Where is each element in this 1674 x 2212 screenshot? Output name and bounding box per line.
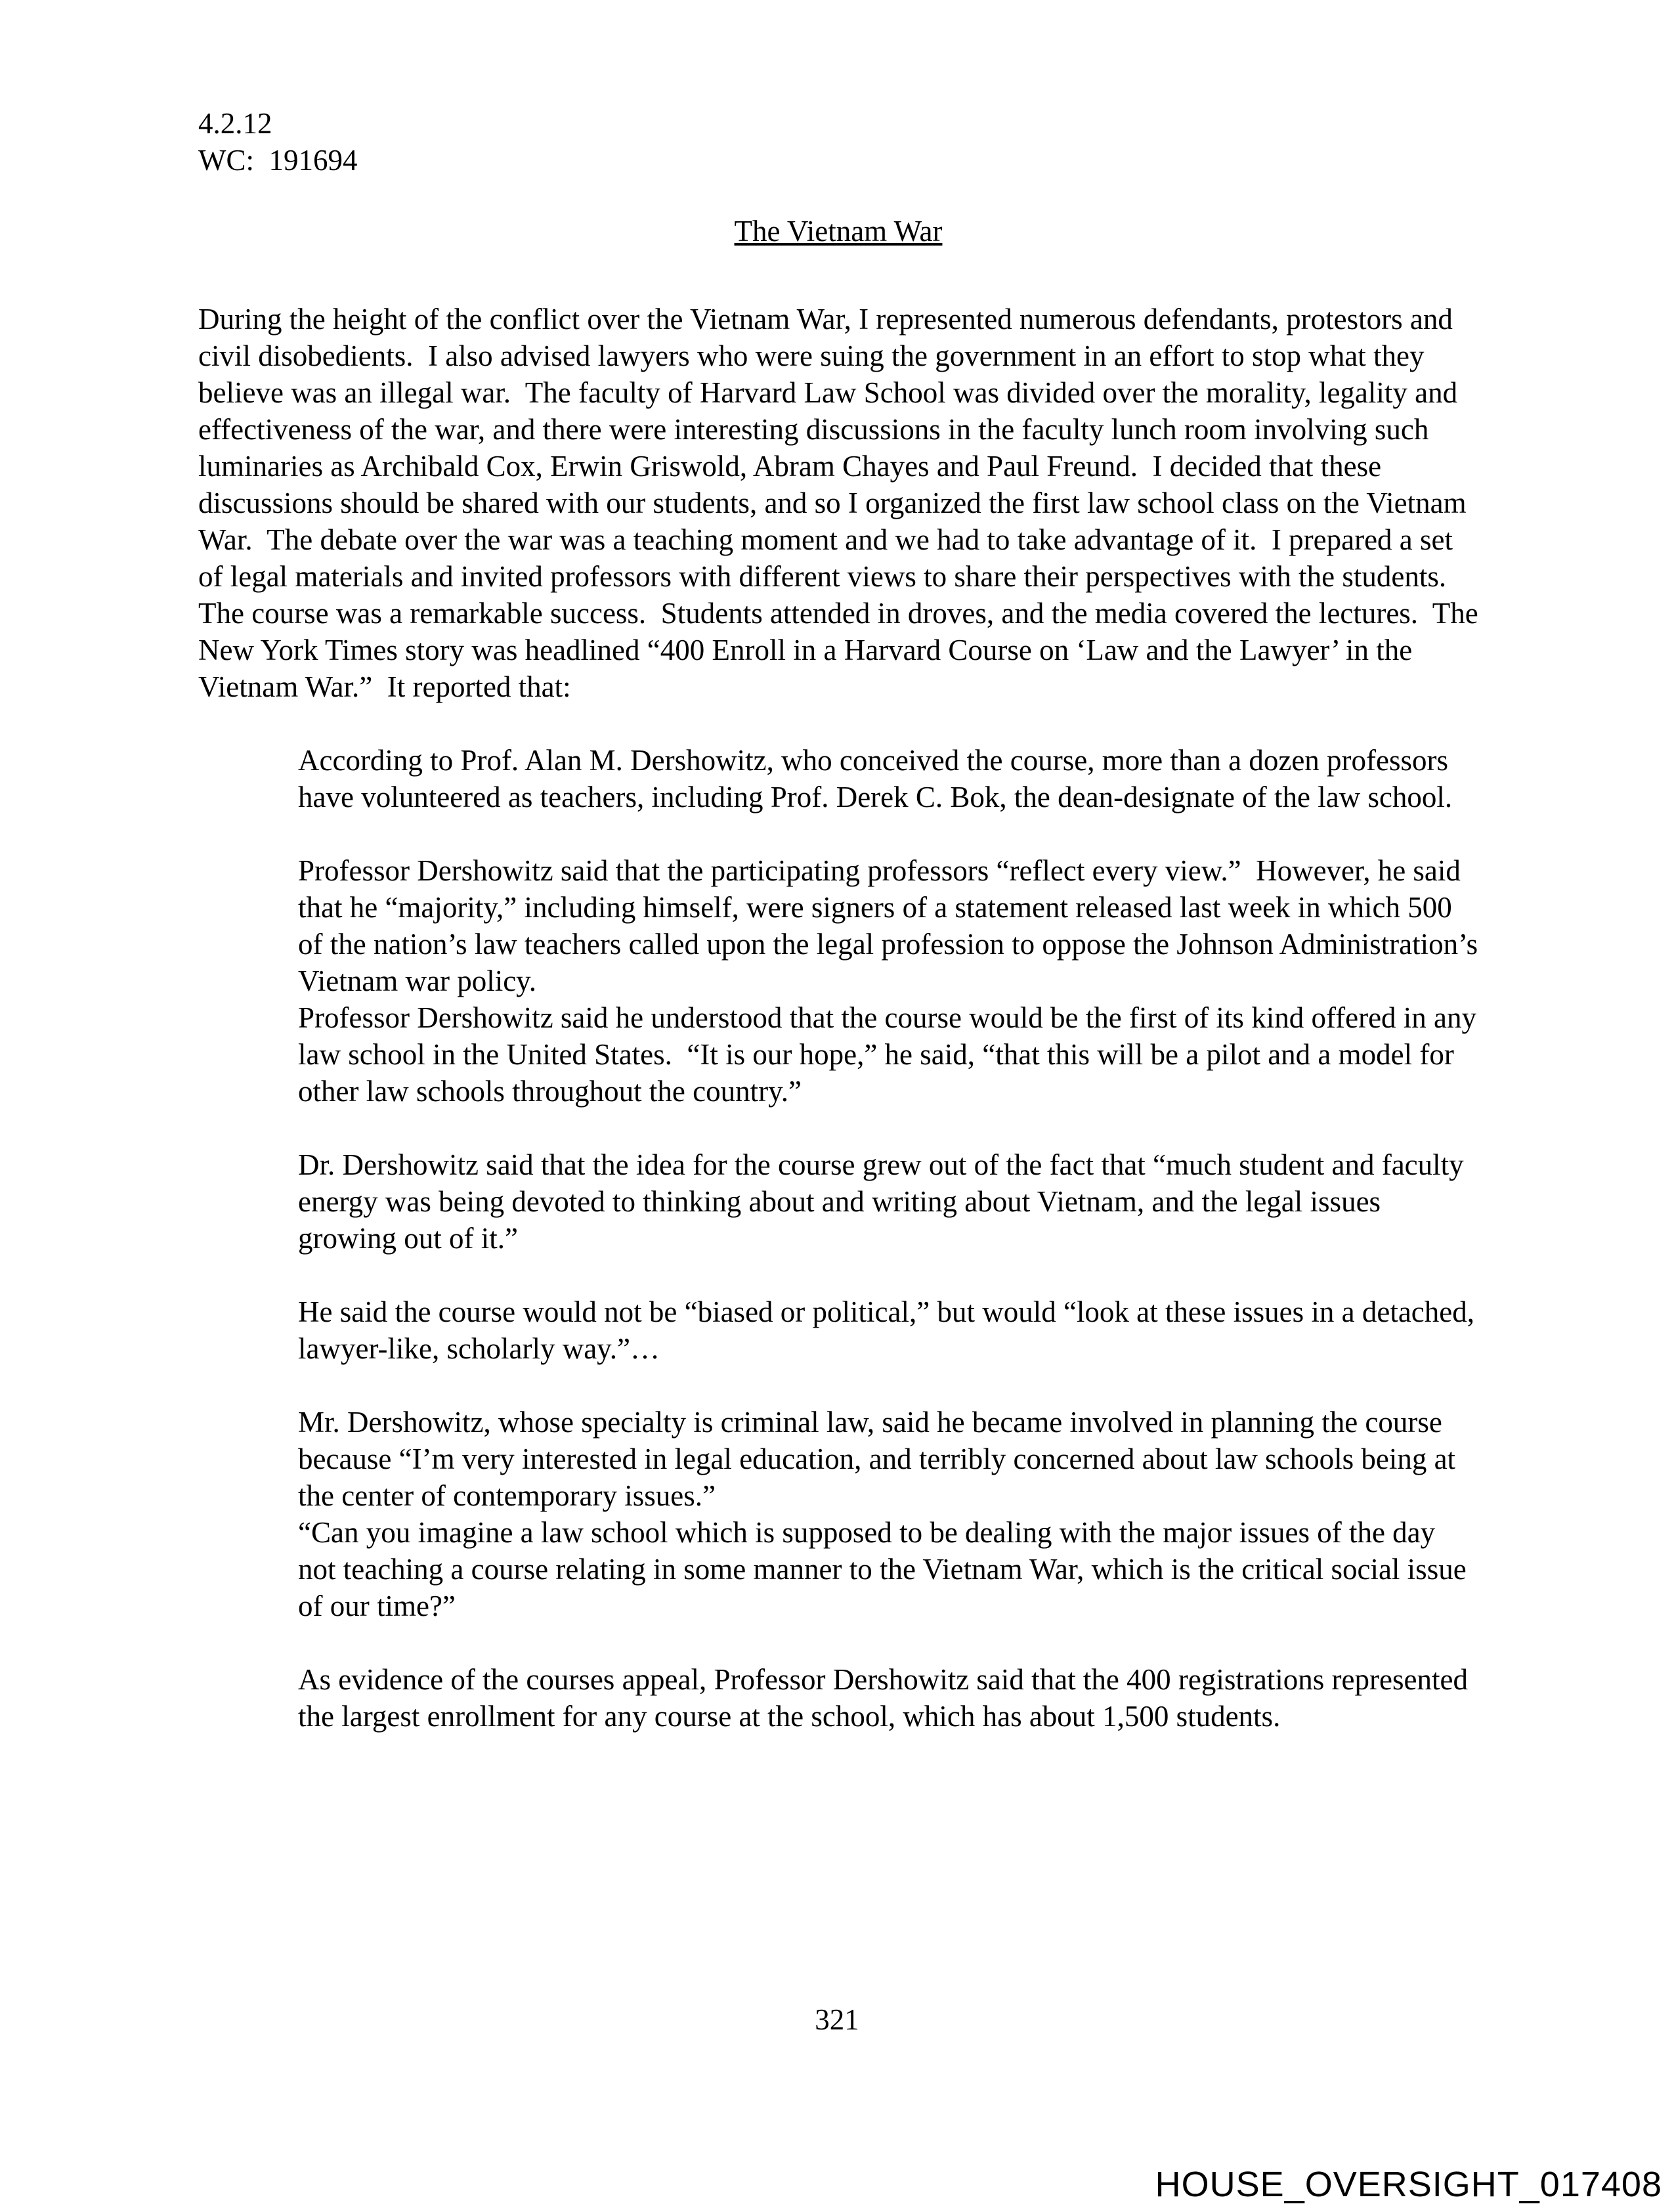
header-word-count: WC: 191694 — [198, 144, 358, 177]
quote-paragraph: Mr. Dershowitz, whose specialty is criminal law, said he became involved in planning the course because “I’m very interested in legal education, and terribly concerned about law schools being at the center of contemporary issues.” — [298, 1406, 1463, 1512]
header-date: 4.2.12 — [198, 107, 272, 140]
quote-paragraph: “Can you imagine a law school which is supposed to be dealing with the major issues of the day not teaching a course relating in some manner to the Vietnam War, which is the critical social issue of our time?” — [298, 1516, 1474, 1622]
quote-block — [298, 1293, 1482, 1367]
quote-paragraph: Professor Dershowitz said he understood that the course would be the first of its kind offered in any law school in the United States. “It is our hope,” he said, “that this will be a pilot and a model for other law schools throughout the country.” — [298, 1001, 1484, 1108]
quote-block — [298, 1661, 1478, 1735]
quote-paragraph: He said the course would not be “biased or political,” but would “look at these issues in a detached, lawyer-like, scholarly way.”… — [298, 1295, 1482, 1365]
document-header — [198, 105, 1478, 179]
quote-paragraph: As evidence of the courses appeal, Professor Dershowitz said that the 400 registrations represented the largest enrollment for any course at the school, which has about 1,500 students. — [298, 1663, 1476, 1733]
quote-block — [298, 1146, 1478, 1257]
quote-block — [298, 852, 1485, 1110]
bates-stamp: HOUSE_OVERSIGHT_017408 — [1155, 2165, 1662, 2204]
page-title: The Vietnam War — [734, 215, 943, 248]
quote-paragraph: According to Prof. Alan M. Dershowitz, who conceived the course, more than a dozen professors have volunteered as teachers, including Prof. Derek C. Bok, the dean-designate of the law school. — [298, 744, 1456, 813]
quote-paragraph: Dr. Dershowitz said that the idea for the course grew out of the fact that “much student and faculty energy was being devoted to thinking about and writing about Vietnam, and the legal issues growing out of it.” — [298, 1148, 1471, 1255]
body-paragraph: During the height of the conflict over the Vietnam War, I represented numerous defendants, protestors and civil disobedients. I also advised lawyers who were suing the government in an effort to stop what they believe was an illegal war. The faculty of Harvard Law School was divided over the morality, legality and effectiveness of the war, and there were interesting discussions in the faculty lunch room involving such luminaries as Archibald Cox, Erwin Griswold, Abram Chayes and Paul Freund. I decided that these discussions should be shared with our students, and so I organized the first law school class on the Vietnam War. The debate over the war was a teaching moment and we had to take advantage of it. I prepared a set of legal materials and invited professors with different views to share their perspectives with the students. The course was a remarkable success. Students attended in droves, and the media covered the lectures. The New York Times story was headlined “400 Enroll in a Harvard Course on ‘Law and the Lawyer’ in the Vietnam War.” It reported that: — [198, 303, 1486, 703]
quote-block — [298, 1404, 1478, 1624]
quote-block — [298, 742, 1478, 815]
page-number: 321 — [815, 2003, 859, 2036]
quote-paragraph: Professor Dershowitz said that the participating professors “reflect every view.” However, he said that he “majority,” including himself, were signers of a statement released last week in which 500 of the nation’s law teachers called upon the legal profession to oppose the Johnson Administration’s Vietnam war policy. — [298, 854, 1485, 997]
